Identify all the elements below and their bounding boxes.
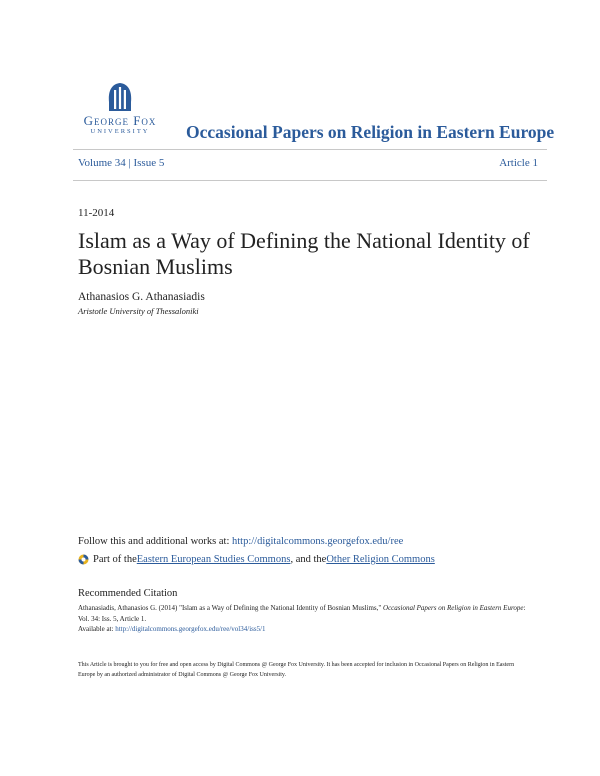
george-fox-logo	[74, 82, 166, 142]
divider-top	[73, 149, 547, 150]
eastern-european-studies-link[interactable]: Eastern European Studies Commons	[136, 554, 291, 565]
citation-text: Athanasiadis, Athanasios G. (2014) "Islam as a Way of Defining the National Identity of Bosnian Muslims,"	[78, 604, 384, 612]
citation-block	[78, 603, 528, 635]
citation-journal: Occasional Papers on Religion in Eastern Europe	[383, 604, 524, 612]
volume-issue-link[interactable]: Volume 34 | Issue 5	[78, 157, 165, 169]
available-label: Available at:	[78, 625, 116, 633]
other-religion-commons-link[interactable]: Other Religion Commons	[326, 554, 435, 565]
article-title: Islam as a Way of Defining the National Identity of Bosnian Muslims	[78, 228, 530, 279]
recommended-citation-heading: Recommended Citation	[78, 588, 178, 599]
publication-date: 11-2014	[78, 207, 115, 219]
commons-network-icon	[78, 554, 89, 565]
logo-name: George Fox	[83, 113, 157, 128]
part-of-middle: , and the	[290, 554, 327, 565]
article-number-link[interactable]: Article 1	[499, 157, 538, 169]
divider-bottom	[73, 180, 547, 181]
part-of-prefix: Part of the	[93, 554, 137, 565]
citation-volume: : Vol. 34: Iss. 5, Article 1.	[78, 604, 526, 623]
logo-subtitle: UNIVERSITY	[90, 128, 150, 135]
follow-url-link[interactable]: http://digitalcommons.georgefox.edu/ree	[232, 536, 404, 547]
follow-line	[78, 536, 403, 547]
footer-notice: This Article is brought to you for free and open access by Digital Commons @ George Fox University. It has been accepted for inclusion in Occasional Papers on Religion in Eastern Europe by an authorized administrator of Digital Commons @ George Fox University.	[78, 662, 515, 678]
university-seal-icon	[105, 82, 135, 112]
part-of-line	[78, 554, 435, 565]
author-name: Athanasios G. Athanasiadis	[78, 291, 205, 303]
volume-bar	[78, 157, 538, 169]
author-affiliation: Aristotle University of Thessaloniki	[78, 306, 199, 316]
follow-text: Follow this and additional works at:	[78, 536, 232, 547]
available-url-link[interactable]: http://digitalcommons.georgefox.edu/ree/vol34/iss5/1	[115, 625, 266, 633]
journal-title[interactable]: Occasional Papers on Religion in Eastern Europe	[186, 122, 555, 142]
